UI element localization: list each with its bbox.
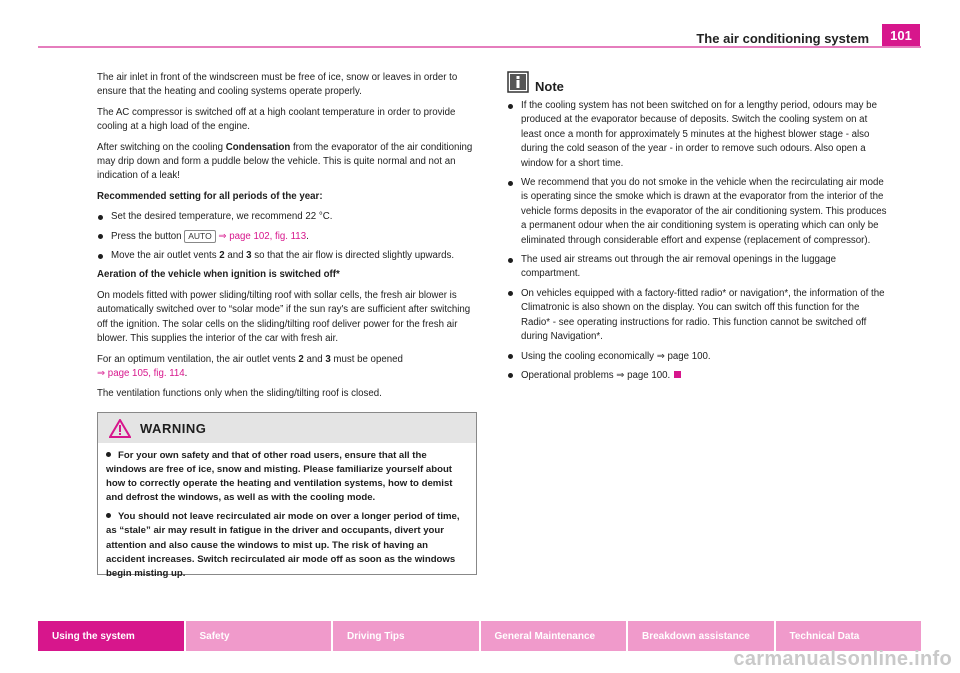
paragraph-solar-mode: On models fitted with power sliding/tilting roof with sollar cells, the fresh air blower is automatically switched over to “solar mode” if the sun ray's are sufficient after switching off the ignition. The solar cells on the sliding/tilting roof deliver power for the fresh air blower. This supplies the interior of the car with fresh air. bbox=[97, 289, 471, 345]
footer-tab-using-the-system[interactable]: Using the system bbox=[38, 621, 186, 651]
footer-tab-breakdown-assistance[interactable]: Breakdown assistance bbox=[628, 621, 776, 651]
paragraph-roof-closed: The ventilation functions only when the sliding/tilting roof is closed. bbox=[97, 388, 382, 400]
note-item-air-removal: The used air streams out through the air removal openings in the luggage compartment. bbox=[507, 253, 887, 282]
note-title: Note bbox=[535, 79, 564, 94]
aeration-heading: Aeration of the vehicle when ignition is switched off* bbox=[97, 269, 340, 281]
bullet-temperature: Set the desired temperature, we recommend 22 °C. bbox=[97, 210, 477, 224]
bullet-auto-button: Press the button AUTO ⇒ page 102, fig. 113. bbox=[97, 230, 477, 244]
paragraph-condensation: After switching on the cooling Condensation from the evaporator of the air conditioning may drip down and form a puddle below the vehicle. This is quite normal and not an indication of a leak! bbox=[97, 141, 473, 182]
footer-tab-safety[interactable]: Safety bbox=[186, 621, 334, 651]
warning-body bbox=[98, 443, 476, 581]
warning-box bbox=[97, 412, 477, 579]
bullet-air-vents: Move the air outlet vents 2 and 3 so that the air flow is directed slightly upwards. bbox=[97, 249, 477, 263]
note-item-odours: If the cooling system has not been switched on for a lengthy period, odours may be produced at the evaporator because of deposits. Switch the cooling system on at least once a month for approximately 5 minutes at the highest blower stage - also during the cold season of the year - in order to remove such odours. Also open a window for a short time. bbox=[507, 99, 887, 171]
note-item-problems: Operational problems ⇒ page 100. bbox=[507, 369, 887, 383]
paragraph-air-inlet: The air inlet in front of the windscreen must be free of ice, snow or leaves in order to ensure that the heating and cooling systems operate properly. bbox=[97, 72, 458, 98]
link-page-105[interactable]: ⇒ page 105, fig. 114 bbox=[97, 367, 185, 379]
page-number-badge: 101 bbox=[882, 24, 920, 46]
warning-title: WARNING bbox=[140, 421, 207, 436]
right-column bbox=[507, 71, 887, 388]
recommended-heading: Recommended setting for all periods of the year: bbox=[97, 190, 323, 202]
footer-tab-general-maintenance[interactable]: General Maintenance bbox=[481, 621, 629, 651]
footer-tab-technical-data[interactable]: Technical Data bbox=[776, 621, 922, 651]
auto-key-label: AUTO bbox=[184, 230, 215, 243]
condensation-term: Condensation bbox=[225, 141, 291, 153]
footer-tab-driving-tips[interactable]: Driving Tips bbox=[333, 621, 481, 651]
warning-triangle-icon bbox=[109, 419, 131, 438]
note-item-display: On vehicles equipped with a factory-fitted radio* or navigation*, the information of the Climatronic is also shown on the display. You can switch off this function for the Radio* - see operating instructions for radio. This function cannot be switched off during Navigation*. bbox=[507, 287, 887, 345]
warning-item-windows: For your own safety and that of other road users, ensure that all the windows are free of ice, snow and misting. Please familiarize yourself about how to correctly operate the heating and ventilation systems, how to demist and defrost the windows, as well as with the cooling mode. bbox=[106, 450, 453, 504]
link-page-102[interactable]: ⇒ page 102, fig. 113 bbox=[218, 230, 307, 242]
note-item-smoking: We recommend that you do not smoke in the vehicle when the recirculating air mode is operating since the smoke which is drawn at the evaporator from the interior of the vehicle forms deposits in the evaporator of the air conditioning system. This produces a permanent odour when the air conditioning system is operating which can only be eliminated through considerable effort and expense (replacement of compressor). bbox=[507, 176, 887, 248]
footer-navigation bbox=[38, 621, 921, 651]
warning-item-recirculation: You should not leave recirculated air mode on over a longer period of time, as “stale” air may result in fatigue in the driver and occupants, divert your attention and also cause the windows to mist up. The risk of having an accident increases. Switch recirculated air mode off as soon as the windows begin misting up. bbox=[106, 511, 460, 579]
warning-header bbox=[98, 413, 476, 443]
paragraph-compressor: The AC compressor is switched off at a high coolant temperature in order to provide cooling at a high load of the engine. bbox=[97, 106, 456, 133]
note-info-icon bbox=[507, 71, 529, 93]
paragraph-ventilation: For an optimum ventilation, the air outlet vents 2 and 3 must be opened ⇒ page 105, fig. 114. bbox=[97, 353, 403, 379]
note-header bbox=[507, 71, 887, 97]
section-end-marker-icon bbox=[674, 371, 681, 378]
watermark-text: carmanualsonline.info bbox=[733, 648, 952, 670]
note-item-economical: Using the cooling economically ⇒ page 100. bbox=[507, 350, 887, 364]
header-divider bbox=[38, 46, 921, 48]
page-header-title: The air conditioning system bbox=[696, 31, 869, 46]
left-column bbox=[97, 71, 477, 408]
